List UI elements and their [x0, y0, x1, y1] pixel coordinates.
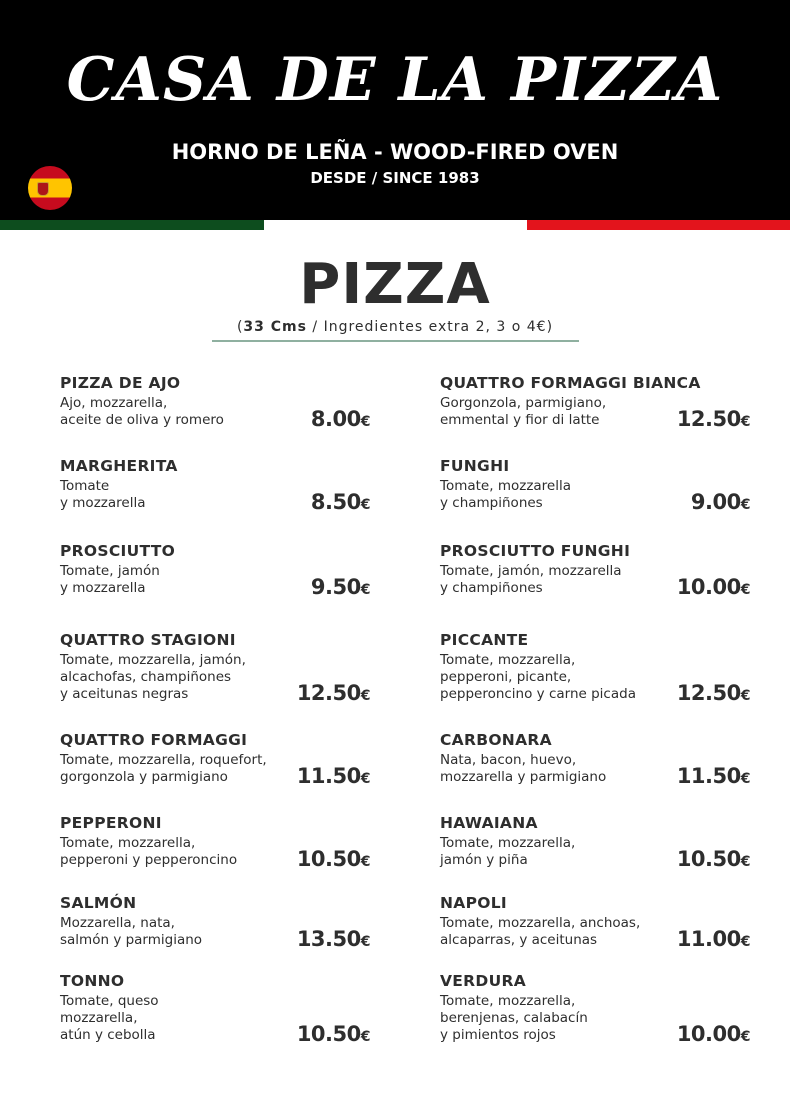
- item-description-line: Tomate, mozzarella,: [440, 835, 576, 851]
- price-amount: 11.50: [296, 764, 361, 788]
- item-description-line: y champiñones: [440, 495, 543, 511]
- white-stripe: [264, 220, 528, 230]
- item-description: [60, 563, 300, 597]
- menu-item: [440, 456, 750, 512]
- item-description-line: y mozzarella: [60, 495, 146, 511]
- item-description-line: jamón y piña: [440, 852, 528, 868]
- item-description-line: salmón y parmigiano: [60, 932, 203, 948]
- item-name: QUATTRO FORMAGGI: [60, 731, 248, 749]
- item-description-line: pepperoncino y carne picada: [440, 686, 636, 702]
- brand-title: CASA DE LA PIZZA: [66, 45, 724, 115]
- price-amount: 12.50: [676, 681, 741, 705]
- item-price: [297, 1021, 370, 1050]
- item-description: [60, 478, 300, 512]
- item-price: [677, 763, 750, 792]
- item-description: [60, 993, 300, 1044]
- item-description-line: y aceitunas negras: [60, 686, 189, 702]
- item-price: [297, 680, 370, 709]
- pizza-size: 33 Cms: [243, 319, 307, 335]
- open-paren: (: [236, 319, 244, 335]
- currency-symbol: €: [740, 771, 750, 787]
- item-description-line: atún y cebolla: [60, 1027, 156, 1043]
- currency-symbol: €: [360, 582, 370, 598]
- currency-symbol: €: [360, 688, 370, 704]
- currency-symbol: €: [740, 854, 750, 870]
- menu-item: [440, 730, 750, 786]
- item-name: PIZZA DE AJO: [60, 374, 181, 392]
- currency-symbol: €: [740, 414, 750, 430]
- item-price: [297, 763, 370, 792]
- item-price: [677, 680, 750, 709]
- item-description-line: y champiñones: [440, 580, 543, 596]
- currency-symbol: €: [360, 934, 370, 950]
- item-name: PROSCIUTTO: [60, 542, 176, 560]
- item-description-line: Ajo, mozzarella,: [60, 395, 168, 411]
- item-description-line: Tomate, jamón: [60, 563, 160, 579]
- item-description-line: alcaparras, y aceitunas: [440, 932, 598, 948]
- price-amount: 10.50: [296, 847, 361, 871]
- currency-symbol: €: [740, 497, 750, 513]
- price-amount: 9.00: [690, 490, 741, 514]
- item-description: [60, 395, 300, 429]
- item-name: TONNO: [60, 972, 125, 990]
- menu-item: [440, 893, 750, 949]
- price-amount: 13.50: [296, 927, 361, 951]
- currency-symbol: €: [360, 497, 370, 513]
- item-description-line: mozzarella y parmigiano: [440, 769, 607, 785]
- item-name: QUATTRO FORMAGGI BIANCA: [440, 374, 701, 392]
- menu-header: [0, 0, 790, 220]
- item-price: [677, 926, 750, 955]
- item-description: [440, 993, 680, 1044]
- item-name: HAWAIANA: [440, 814, 538, 832]
- menu-item: [440, 971, 750, 1044]
- menu-item: [60, 971, 370, 1044]
- menu-item: [60, 730, 370, 786]
- currency-symbol: €: [740, 688, 750, 704]
- menu-item: [60, 373, 370, 429]
- item-price: [297, 846, 370, 875]
- price-amount: 12.50: [296, 681, 361, 705]
- item-description-line: Tomate, mozzarella, jamón,: [60, 652, 246, 668]
- item-description: [440, 395, 680, 429]
- item-price: [311, 406, 370, 435]
- currency-symbol: €: [360, 414, 370, 430]
- item-price: [677, 846, 750, 875]
- item-description-line: berenjenas, calabacín: [440, 1010, 588, 1026]
- item-name: QUATTRO STAGIONI: [60, 631, 236, 649]
- green-stripe: [0, 220, 264, 230]
- currency-symbol: €: [740, 582, 750, 598]
- menu-item: [440, 813, 750, 869]
- item-description-line: y mozzarella: [60, 580, 146, 596]
- item-description: [60, 652, 300, 703]
- item-description-line: gorgonzola y parmigiano: [60, 769, 228, 785]
- price-amount: 11.00: [676, 927, 741, 951]
- item-description-line: Tomate, mozzarella, anchoas,: [440, 915, 641, 931]
- item-name: PICCANTE: [440, 631, 529, 649]
- item-name: PEPPERONI: [60, 814, 162, 832]
- price-amount: 9.50: [310, 575, 361, 599]
- item-description-line: mozzarella,: [60, 1010, 138, 1026]
- menu-item: [440, 630, 750, 703]
- item-description-line: Tomate, mozzarella: [440, 478, 572, 494]
- price-amount: 12.50: [676, 407, 741, 431]
- since-text: DESDE / SINCE 1983: [310, 169, 480, 187]
- menu-item: [60, 456, 370, 512]
- item-description-line: Tomate, mozzarella,: [60, 835, 196, 851]
- italian-flag-stripes: [0, 220, 790, 230]
- item-description: [440, 563, 680, 597]
- item-description-line: aceite de oliva y romero: [60, 412, 224, 428]
- currency-symbol: €: [360, 854, 370, 870]
- item-description-line: pepperoni, picante,: [440, 669, 572, 685]
- item-description-line: Tomate, mozzarella, roquefort,: [60, 752, 267, 768]
- item-name: VERDURA: [440, 972, 527, 990]
- item-description: [60, 915, 300, 949]
- item-description-line: Tomate, jamón, mozzarella: [440, 563, 622, 579]
- item-price: [691, 489, 750, 518]
- currency-symbol: €: [740, 1029, 750, 1045]
- item-description: [440, 835, 680, 869]
- item-description-line: alcachofas, champiñones: [60, 669, 232, 685]
- menu-item: [60, 813, 370, 869]
- item-name: FUNGHI: [440, 457, 510, 475]
- item-description-line: y pimientos rojos: [440, 1027, 556, 1043]
- item-description: [440, 752, 680, 786]
- item-name: PROSCIUTTO FUNGHI: [440, 542, 631, 560]
- price-amount: 8.50: [310, 490, 361, 514]
- currency-symbol: €: [360, 1029, 370, 1045]
- item-description-line: Tomate, mozzarella,: [440, 993, 576, 1009]
- menu-item: [60, 630, 370, 703]
- tagline: HORNO DE LEÑA - WOOD-FIRED OVEN: [171, 140, 619, 164]
- item-description: [440, 652, 680, 703]
- item-description: [60, 835, 300, 869]
- item-description: [440, 478, 680, 512]
- item-price: [311, 574, 370, 603]
- price-amount: 10.00: [676, 1022, 741, 1046]
- item-description-line: Gorgonzola, parmigiano,: [440, 395, 607, 411]
- price-amount: 10.50: [296, 1022, 361, 1046]
- price-amount: 8.00: [310, 407, 361, 431]
- item-price: [677, 1021, 750, 1050]
- item-description-line: emmental y fior di latte: [440, 412, 600, 428]
- item-price: [297, 926, 370, 955]
- item-description-line: Tomate, mozzarella,: [440, 652, 576, 668]
- red-stripe: [527, 220, 790, 230]
- item-price: [677, 406, 750, 435]
- item-name: SALMÓN: [60, 894, 137, 912]
- item-description-line: Tomate: [60, 478, 110, 494]
- menu-item: [440, 373, 750, 429]
- currency-symbol: €: [360, 771, 370, 787]
- section-title: PIZZA: [299, 252, 491, 317]
- title-divider: [212, 340, 579, 342]
- extras-note: / Ingredientes extra 2, 3 o 4€): [312, 319, 554, 335]
- item-description-line: pepperoni y pepperoncino: [60, 852, 238, 868]
- menu-item: [60, 541, 370, 597]
- item-price: [677, 574, 750, 603]
- item-name: MARGHERITA: [60, 457, 178, 475]
- spain-flag-icon[interactable]: [28, 166, 72, 210]
- item-description-line: Nata, bacon, huevo,: [440, 752, 577, 768]
- item-price: [311, 489, 370, 518]
- item-description-line: Mozzarella, nata,: [60, 915, 175, 931]
- item-name: NAPOLI: [440, 894, 507, 912]
- menu-item: [60, 893, 370, 949]
- item-name: CARBONARA: [440, 731, 552, 749]
- currency-symbol: €: [740, 934, 750, 950]
- item-description-line: Tomate, queso: [60, 993, 159, 1009]
- menu-item: [440, 541, 750, 597]
- section-subtitle: [0, 317, 790, 337]
- price-amount: 11.50: [676, 764, 741, 788]
- crest-icon: [37, 182, 49, 196]
- item-description: [440, 915, 680, 949]
- price-amount: 10.00: [676, 575, 741, 599]
- item-description: [60, 752, 300, 786]
- price-amount: 10.50: [676, 847, 741, 871]
